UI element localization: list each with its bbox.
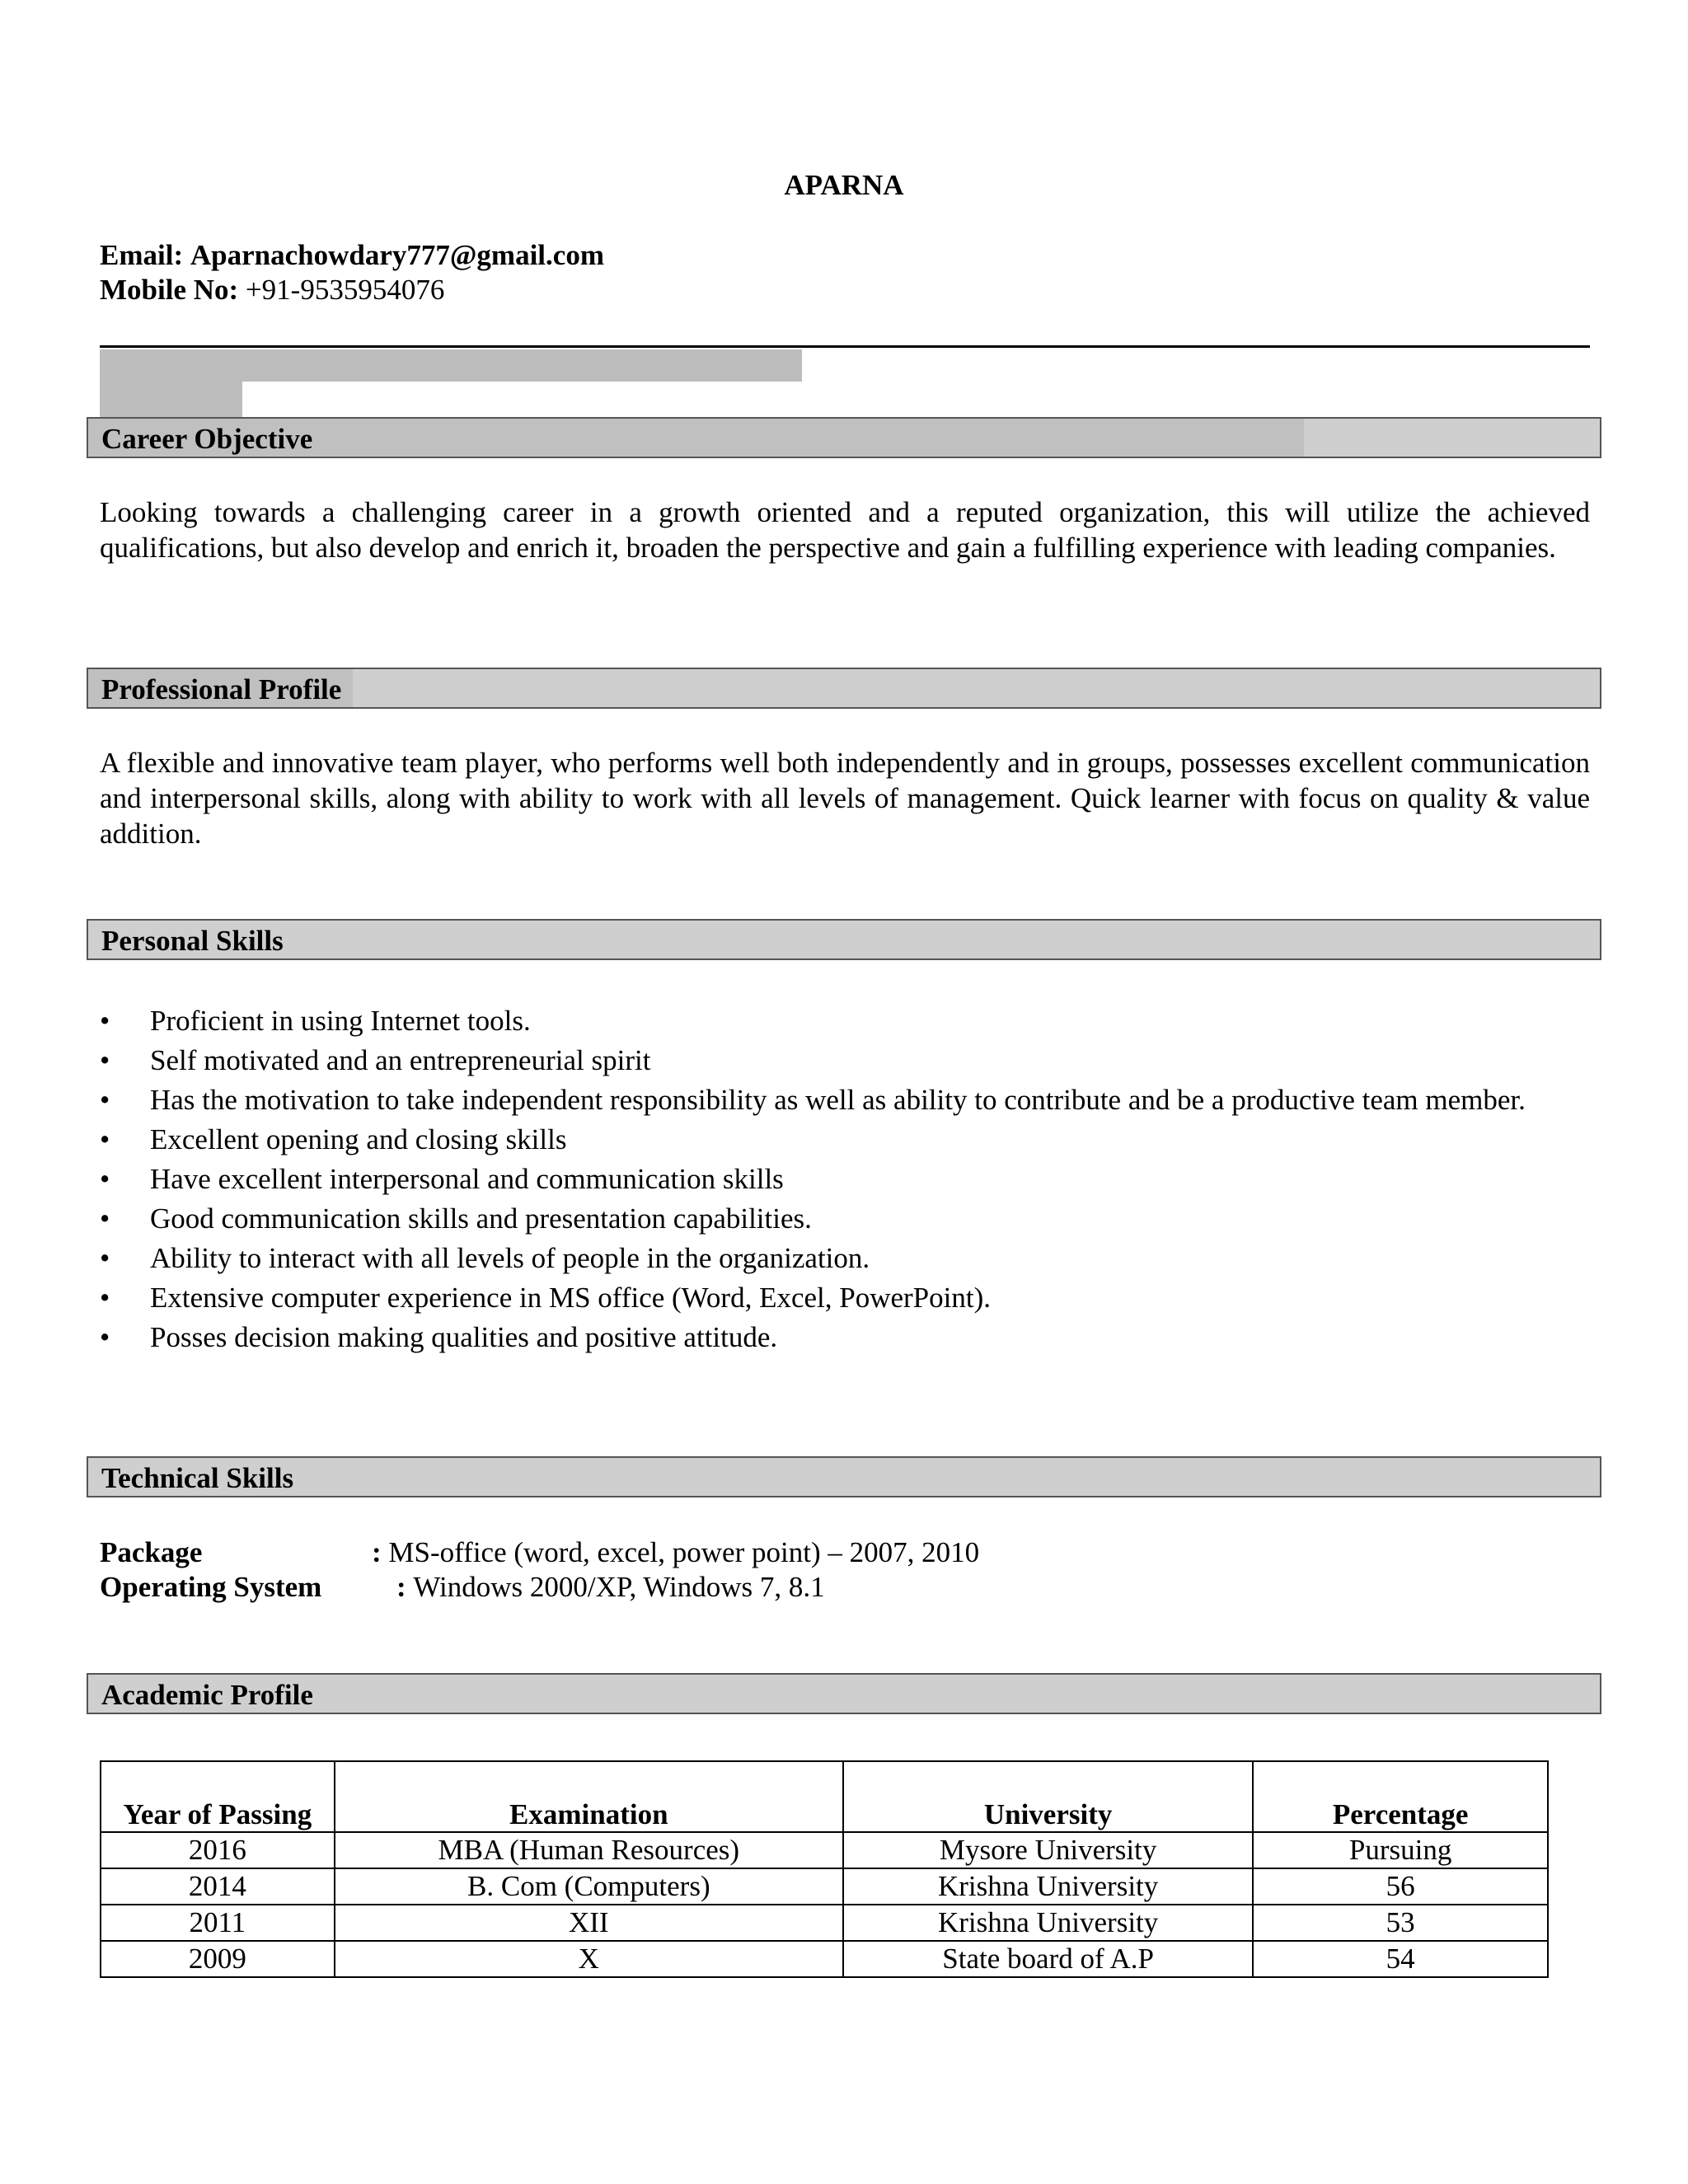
cell-percentage: 53: [1253, 1905, 1548, 1941]
list-item: • Self motivated and an entrepreneurial spirit: [100, 1043, 1590, 1078]
tech-label: Operating System: [100, 1571, 322, 1603]
decorative-shade-bar: [100, 349, 802, 382]
cell-year: 2014: [101, 1868, 335, 1905]
section-title: Personal Skills: [101, 925, 284, 957]
table-row: [101, 1905, 1548, 1941]
list-item: • Excellent opening and closing skills: [100, 1122, 1590, 1157]
tech-row-package: Package : MS-office (word, excel, power point) – 2007, 2010: [100, 1536, 980, 1568]
tech-value: Windows 2000/XP, Windows 7, 8.1: [413, 1571, 825, 1603]
table-row: [101, 1832, 1548, 1868]
list-item: • Have excellent interpersonal and communication skills: [100, 1161, 1590, 1197]
list-item: • Good communication skills and presentation capabilities.: [100, 1201, 1590, 1236]
table-header-row: [101, 1761, 1548, 1832]
cell-year: 2009: [101, 1941, 335, 1977]
column-header-percentage: Percentage: [1253, 1761, 1548, 1832]
cell-examination: XII: [335, 1905, 843, 1941]
list-item: • Posses decision making qualities and positive attitude.: [100, 1319, 1590, 1355]
list-item: • Has the motivation to take independent responsibility as well as ability to contribute and be a productive team member.: [100, 1082, 1590, 1118]
cell-examination: X: [335, 1941, 843, 1977]
academic-table: [100, 1760, 1549, 1978]
cell-percentage: 54: [1253, 1941, 1548, 1977]
section-title: Technical Skills: [101, 1462, 294, 1494]
tech-row-operating-system: Operating System : Windows 2000/XP, Windows 7, 8.1: [100, 1571, 825, 1603]
cell-year: 2016: [101, 1832, 335, 1868]
candidate-name: APARNA: [784, 169, 904, 201]
cell-examination: MBA (Human Resources): [335, 1832, 843, 1868]
section-header-academic-profile: [87, 1673, 1601, 1714]
section-title: Career Objective: [101, 423, 313, 455]
table-row: [101, 1941, 1548, 1977]
professional-profile-text: A flexible and innovative team player, who performs well both independently and in groups, possesses excellent communication and interpersonal skills, along with ability to work with all levels of management. Quick learner with focus on quality & value addition.: [100, 747, 1590, 850]
list-item: • Proficient in using Internet tools.: [100, 1003, 1590, 1038]
list-item: • Extensive computer experience in MS office (Word, Excel, PowerPoint).: [100, 1280, 1590, 1315]
column-header-examination: Examination: [335, 1761, 843, 1832]
section-title: Professional Profile: [101, 673, 342, 705]
mobile-line: [100, 273, 444, 307]
list-item: • Ability to interact with all levels of people in the organization.: [100, 1240, 1590, 1276]
section-header-professional-profile: [87, 668, 1601, 709]
section-header-career-objective: [87, 417, 1601, 458]
email-label: Email:: [100, 239, 184, 271]
table-row: [101, 1868, 1548, 1905]
section-header-personal-skills: [87, 919, 1601, 960]
mobile-value: +91-9535954076: [245, 274, 445, 306]
header-divider: [100, 345, 1590, 348]
cell-percentage: 56: [1253, 1868, 1548, 1905]
section-title: Academic Profile: [101, 1679, 313, 1711]
column-header-year: Year of Passing: [101, 1761, 335, 1832]
section-header-technical-skills: [87, 1456, 1601, 1497]
personal-skills-list: [100, 1003, 1590, 1359]
email-line: [100, 238, 604, 273]
cell-university: Krishna University: [843, 1868, 1253, 1905]
mobile-label: Mobile No:: [100, 274, 239, 306]
tech-value: MS-office (word, excel, power point) – 2007, 2010: [388, 1536, 980, 1568]
decorative-shade-block: [100, 382, 242, 418]
column-header-university: University: [843, 1761, 1253, 1832]
cell-university: Mysore University: [843, 1832, 1253, 1868]
tech-label: Package: [100, 1536, 203, 1568]
cell-university: Krishna University: [843, 1905, 1253, 1941]
career-objective-text: Looking towards a challenging career in a growth oriented and a reputed organization, this will utilize the achieved qualifications, but also develop and enrich it, broaden the perspective and gain a fulfilling experience with leading companies.: [100, 496, 1590, 564]
cell-year: 2011: [101, 1905, 335, 1941]
cell-university: State board of A.P: [843, 1941, 1253, 1977]
email-value[interactable]: Aparnachowdary777@gmail.com: [190, 239, 604, 271]
cell-percentage: Pursuing: [1253, 1832, 1548, 1868]
cell-examination: B. Com (Computers): [335, 1868, 843, 1905]
